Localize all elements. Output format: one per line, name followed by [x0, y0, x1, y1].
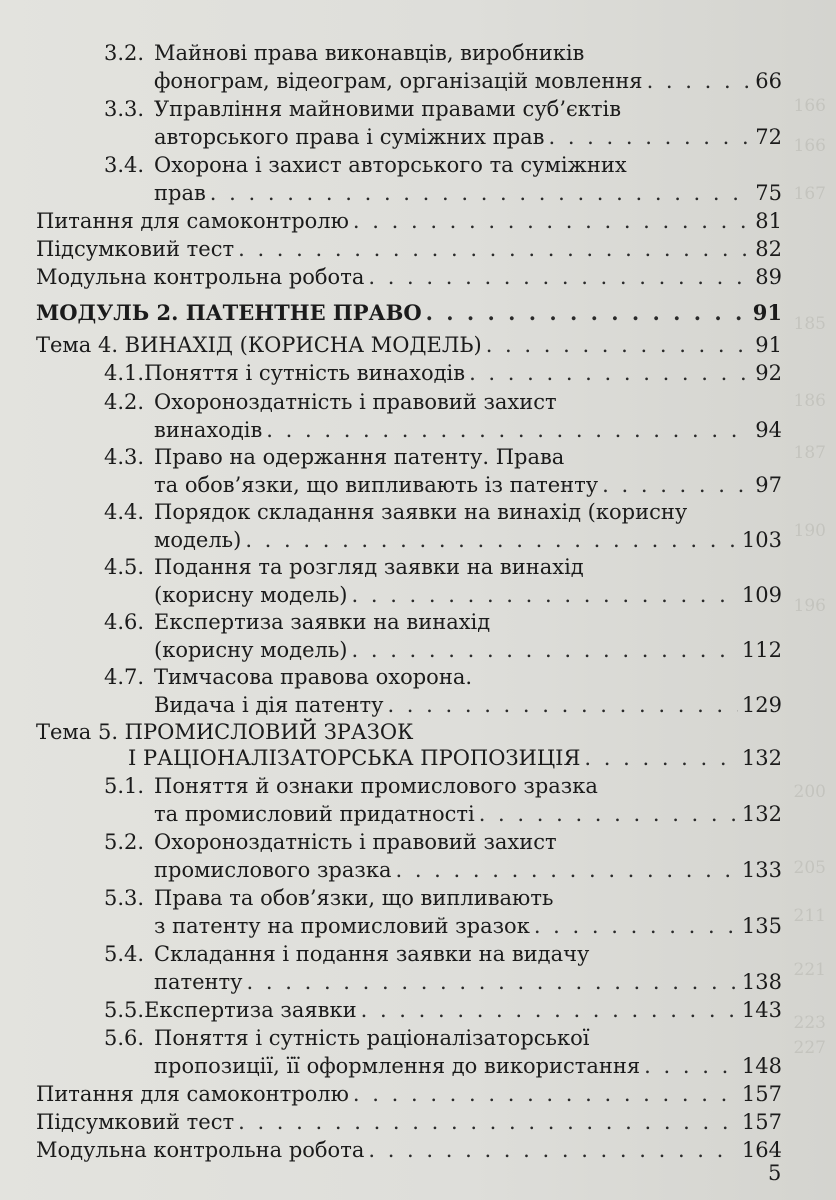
dot-leader	[395, 855, 737, 885]
entry-title: Модульна контрольна робота	[36, 1138, 365, 1162]
page-number: 92	[755, 361, 782, 385]
show-through-text: 221	[793, 960, 826, 980]
toc-entry-4-4-line2[interactable]	[154, 525, 782, 555]
toc-entry-module-work-1[interactable]	[36, 262, 782, 292]
dot-leader	[266, 415, 751, 445]
toc-entry-5-2-line2[interactable]	[154, 855, 782, 885]
page-number: 109	[741, 583, 782, 607]
show-through-text: 227	[793, 1038, 826, 1058]
toc-entry-5-3-line2[interactable]	[154, 911, 782, 941]
entry-number: 5.6.	[104, 1026, 145, 1050]
entry-title: та обов’язки, що випливають із патенту	[154, 473, 599, 497]
toc-entry-3-2-line1[interactable]	[104, 38, 584, 68]
entry-title: Експертиза заявки	[144, 998, 357, 1022]
show-through-text: 196	[793, 596, 826, 616]
entry-number: 4.4.	[104, 500, 145, 524]
toc-entry-3-4-line1[interactable]	[104, 150, 627, 180]
entry-title: Питання для самоконтролю	[36, 1082, 349, 1106]
page-number: 132	[741, 802, 782, 826]
toc-entry-4-7-line2[interactable]	[154, 690, 782, 720]
toc-entry-4-7-line1[interactable]	[104, 662, 472, 692]
entry-title: Охорона і захист авторського та суміжних	[154, 153, 627, 177]
toc-entry-5-2-line1[interactable]	[104, 827, 557, 857]
entry-title: (корисну модель)	[154, 638, 348, 662]
entry-number: 4.7.	[104, 665, 145, 689]
dot-leader	[352, 635, 738, 665]
show-through-text: 187	[793, 443, 826, 463]
show-through-text: 200	[793, 782, 826, 802]
entry-title: Право на одержання патенту. Права	[154, 445, 565, 469]
toc-entry-module-2[interactable]	[36, 298, 782, 328]
show-through-text: 167	[793, 184, 826, 204]
entry-number: 4.2.	[104, 390, 145, 414]
page-number: 143	[741, 998, 782, 1022]
dot-leader	[247, 967, 738, 997]
dot-leader	[368, 1135, 738, 1165]
show-through-text: 185	[793, 314, 826, 334]
dot-leader	[210, 178, 751, 208]
entry-title: Тема 4. ВИНАХІД (КОРИСНА МОДЕЛЬ)	[36, 333, 482, 357]
entry-title: промислового зразка	[154, 858, 392, 882]
entry-title: Підсумковий тест	[36, 1110, 235, 1134]
toc-entry-4-2-line2[interactable]	[154, 415, 782, 445]
toc-entry-self-check-1[interactable]	[36, 206, 782, 236]
toc-entry-4-3-line1[interactable]	[104, 442, 564, 472]
entry-number: 3.2.	[104, 41, 145, 65]
toc-entry-5-6-line1[interactable]	[104, 1023, 589, 1053]
entry-number: 5.5.	[104, 998, 145, 1022]
dot-leader	[238, 1107, 738, 1137]
toc-entry-5-6-line2[interactable]	[154, 1051, 782, 1081]
dot-leader	[602, 470, 751, 500]
entry-title: МОДУЛЬ 2. ПАТЕНТНЕ ПРАВО	[36, 300, 422, 325]
entry-title: Охороноздатність і правовий захист	[154, 390, 557, 414]
page-number: 97	[755, 473, 782, 497]
toc-entry-3-2-line2[interactable]	[154, 66, 782, 96]
dot-leader	[353, 206, 751, 236]
toc-entry-3-3-line1[interactable]	[104, 94, 621, 124]
show-through-text: 166	[793, 96, 826, 116]
page-number: 72	[755, 125, 782, 149]
show-through-text: 205	[793, 858, 826, 878]
dot-leader	[361, 995, 738, 1025]
page-number: 135	[741, 914, 782, 938]
toc-entry-4-5-line1[interactable]	[104, 552, 584, 582]
toc-entry-4-4-line1[interactable]	[104, 497, 687, 527]
entry-title: Подання та розгляд заявки на винахід	[154, 555, 584, 579]
page-number: 157	[741, 1110, 782, 1134]
show-through-text: 223	[793, 1013, 826, 1033]
page-number: 81	[755, 209, 782, 233]
entry-number: 5.2.	[104, 830, 145, 854]
entry-title: Поняття і сутність раціоналізаторської	[154, 1026, 590, 1050]
dot-leader	[238, 234, 751, 264]
entry-title: Видача і дія патенту	[154, 693, 384, 717]
toc-entry-4-5-line2[interactable]	[154, 580, 782, 610]
entry-title: Експертиза заявки на винахід	[154, 610, 491, 634]
page-number: 103	[741, 528, 782, 552]
page-number: 132	[741, 746, 782, 770]
page-number: 148	[741, 1054, 782, 1078]
page-number: 164	[741, 1138, 782, 1162]
entry-title: Питання для самоконтролю	[36, 209, 349, 233]
dot-leader	[479, 799, 738, 829]
page-number: 91	[755, 333, 782, 357]
page-number: 75	[755, 181, 782, 205]
toc-entry-theme-5-line2[interactable]	[128, 743, 782, 773]
toc-entry-5-4-line1[interactable]	[104, 939, 589, 969]
entry-title: Тимчасова правова охорона.	[154, 665, 473, 689]
entry-title: Майнові права виконавців, виробників	[154, 41, 585, 65]
toc-entry-5-5[interactable]	[104, 995, 782, 1025]
entry-title: та промисловий придатності	[154, 802, 475, 826]
entry-title: Поняття і сутність винаходів	[144, 361, 466, 385]
page-folio: 5	[768, 1161, 782, 1185]
entry-title: Тема 5. ПРОМИСЛОВИЙ ЗРАЗОК	[36, 720, 414, 744]
toc-entry-4-2-line1[interactable]	[104, 387, 557, 417]
entry-title: винаходів	[154, 418, 263, 442]
toc-entry-5-3-line1[interactable]	[104, 883, 553, 913]
entry-title: патенту	[154, 970, 243, 994]
toc-entry-final-test-2[interactable]	[36, 1107, 782, 1137]
entry-title: пропозиції, її оформлення до використання	[154, 1054, 641, 1078]
entry-title: Порядок складання заявки на винахід (корисну	[154, 500, 688, 524]
entry-title: з патенту на промисловий зразок	[154, 914, 530, 938]
entry-number: 4.3.	[104, 445, 145, 469]
page-number: 112	[741, 638, 782, 662]
dot-leader	[534, 911, 738, 941]
entry-title: І РАЦІОНАЛІЗАТОРСЬКА ПРОПОЗИЦІЯ	[128, 746, 581, 770]
entry-title: Управління майновими правами суб’єктів	[154, 97, 622, 121]
entry-title: Підсумковий тест	[36, 237, 235, 261]
toc-entry-theme-4[interactable]	[36, 330, 782, 360]
toc-entry-module-work-2[interactable]	[36, 1135, 782, 1165]
toc-entry-4-6-line2[interactable]	[154, 635, 782, 665]
entry-title: фонограм, відеограм, організацій мовлення	[154, 69, 643, 93]
dot-leader	[548, 122, 751, 152]
dot-leader	[352, 580, 738, 610]
dot-leader	[469, 358, 751, 388]
page-number: 66	[755, 69, 782, 93]
toc-entry-5-1-line1[interactable]	[104, 771, 598, 801]
entry-title: Охороноздатність і правовий захист	[154, 830, 557, 854]
show-through-text: 186	[793, 391, 826, 411]
entry-number: 5.4.	[104, 942, 145, 966]
dot-leader	[647, 66, 752, 96]
dot-leader	[644, 1051, 738, 1081]
entry-number: 5.3.	[104, 886, 145, 910]
entry-number: 3.3.	[104, 97, 145, 121]
toc-entry-5-4-line2[interactable]	[154, 967, 782, 997]
page-number: 89	[755, 265, 782, 289]
toc-entry-3-4-line2[interactable]	[154, 178, 782, 208]
page-number: 157	[741, 1082, 782, 1106]
dot-leader	[387, 690, 737, 720]
entry-title: (корисну модель)	[154, 583, 348, 607]
dot-leader	[584, 743, 737, 773]
show-through-text: 211	[793, 906, 826, 926]
toc-entry-4-1[interactable]	[104, 358, 782, 388]
entry-number: 4.5.	[104, 555, 145, 579]
dot-leader	[486, 330, 752, 360]
entry-title: прав	[154, 181, 206, 205]
page-number: 129	[741, 693, 782, 717]
entry-title: Поняття й ознаки промислового зразка	[154, 774, 598, 798]
toc-entry-3-3-line2[interactable]	[154, 122, 782, 152]
page-number: 133	[741, 858, 782, 882]
show-through-text: 166	[793, 136, 826, 156]
entry-number: 3.4.	[104, 153, 145, 177]
entry-title: Права та обов’язки, що випливають	[154, 886, 554, 910]
page-number: 138	[741, 970, 782, 994]
toc-entry-4-6-line1[interactable]	[104, 607, 490, 637]
dot-leader	[245, 525, 738, 555]
toc-entry-final-test-1[interactable]	[36, 234, 782, 264]
toc-entry-5-1-line2[interactable]	[154, 799, 782, 829]
page-number: 82	[755, 237, 782, 261]
dot-leader	[426, 298, 749, 328]
entry-title: авторського права і суміжних прав	[154, 125, 545, 149]
toc-entry-self-check-2[interactable]	[36, 1079, 782, 1109]
dot-leader	[353, 1079, 738, 1109]
dot-leader	[368, 262, 751, 292]
entry-number: 4.6.	[104, 610, 145, 634]
entry-title: Модульна контрольна робота	[36, 265, 365, 289]
show-through-text: 190	[793, 521, 826, 541]
entry-number: 4.1.	[104, 361, 145, 385]
page-number: 94	[755, 418, 782, 442]
entry-title: Складання і подання заявки на видачу	[154, 942, 590, 966]
page-number: 91	[752, 300, 782, 325]
entry-title: модель)	[154, 528, 242, 552]
toc-entry-4-3-line2[interactable]	[154, 470, 782, 500]
entry-number: 5.1.	[104, 774, 145, 798]
